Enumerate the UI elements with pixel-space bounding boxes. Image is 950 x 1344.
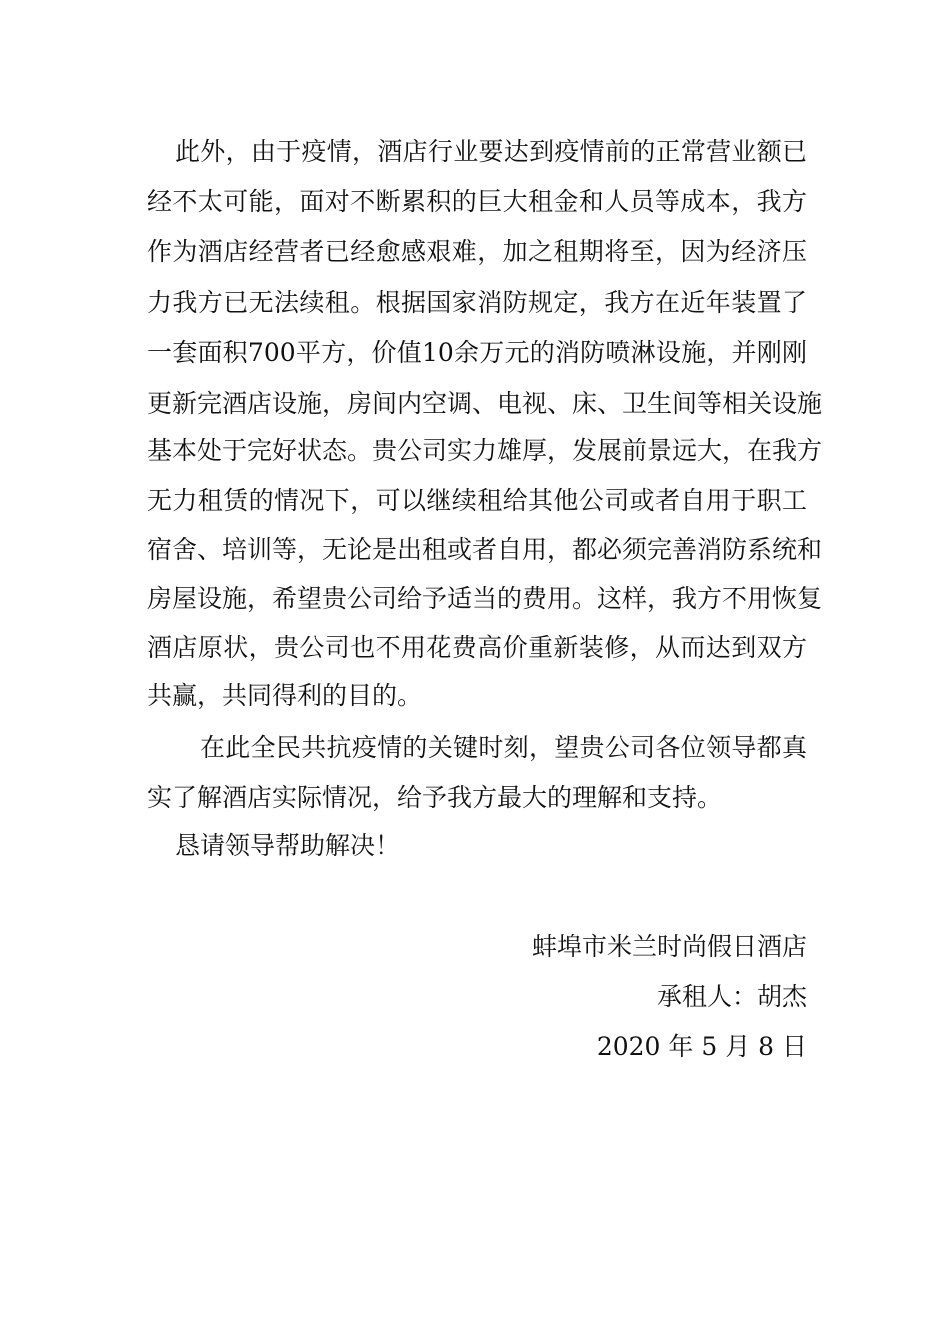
paragraph-2-line-1: 在此全民共抗疫情的关键时刻，望贵公司各位领导都真 bbox=[200, 733, 807, 762]
closing-request: 恳请领导帮助解决！ bbox=[175, 831, 401, 860]
signature-organization: 蚌埠市米兰时尚假日酒店 bbox=[531, 932, 807, 961]
paragraph-1-line-3: 作为酒店经营者已经愈感艰难，加之租期将至，因为经济压 bbox=[147, 237, 807, 266]
signature-date: 2020 年 5 月 8 日 bbox=[596, 1032, 807, 1061]
paragraph-1-line-7: 基本处于完好状态。贵公司实力雄厚，发展前景远大，在我方 bbox=[147, 436, 823, 465]
paragraph-1-line-12: 共赢，共同得利的目的。 bbox=[147, 681, 423, 710]
paragraph-1-line-4: 力我方已无法续租。根据国家消防规定，我方在近年装置了 bbox=[147, 288, 807, 317]
paragraph-1-line-5: 一套面积700平方，价值10余万元的消防喷淋设施，并刚刚 bbox=[147, 338, 807, 367]
paragraph-1-line-2: 经不太可能，面对不断累积的巨大租金和人员等成本，我方 bbox=[147, 187, 807, 216]
paragraph-1-line-6: 更新完酒店设施，房间内空调、电视、床、卫生间等相关设施 bbox=[147, 389, 823, 418]
paragraph-1-line-10: 房屋设施，希望贵公司给予适当的费用。这样，我方不用恢复 bbox=[147, 584, 823, 613]
paragraph-1-line-1: 此外，由于疫情，酒店行业要达到疫情前的正常营业额已 bbox=[175, 137, 807, 166]
paragraph-1-line-8: 无力租赁的情况下，可以继续租给其他公司或者自用于职工 bbox=[147, 486, 807, 515]
paragraph-1-line-9: 宿舍、培训等，无论是出租或者自用，都必须完善消防系统和 bbox=[147, 535, 823, 564]
paragraph-2-line-2: 实了解酒店实际情况，给予我方最大的理解和支持。 bbox=[147, 783, 723, 812]
paragraph-1-line-11: 酒店原状，贵公司也不用花费高价重新装修，从而达到双方 bbox=[147, 633, 807, 662]
signature-lessee: 承租人：胡杰 bbox=[656, 982, 807, 1011]
